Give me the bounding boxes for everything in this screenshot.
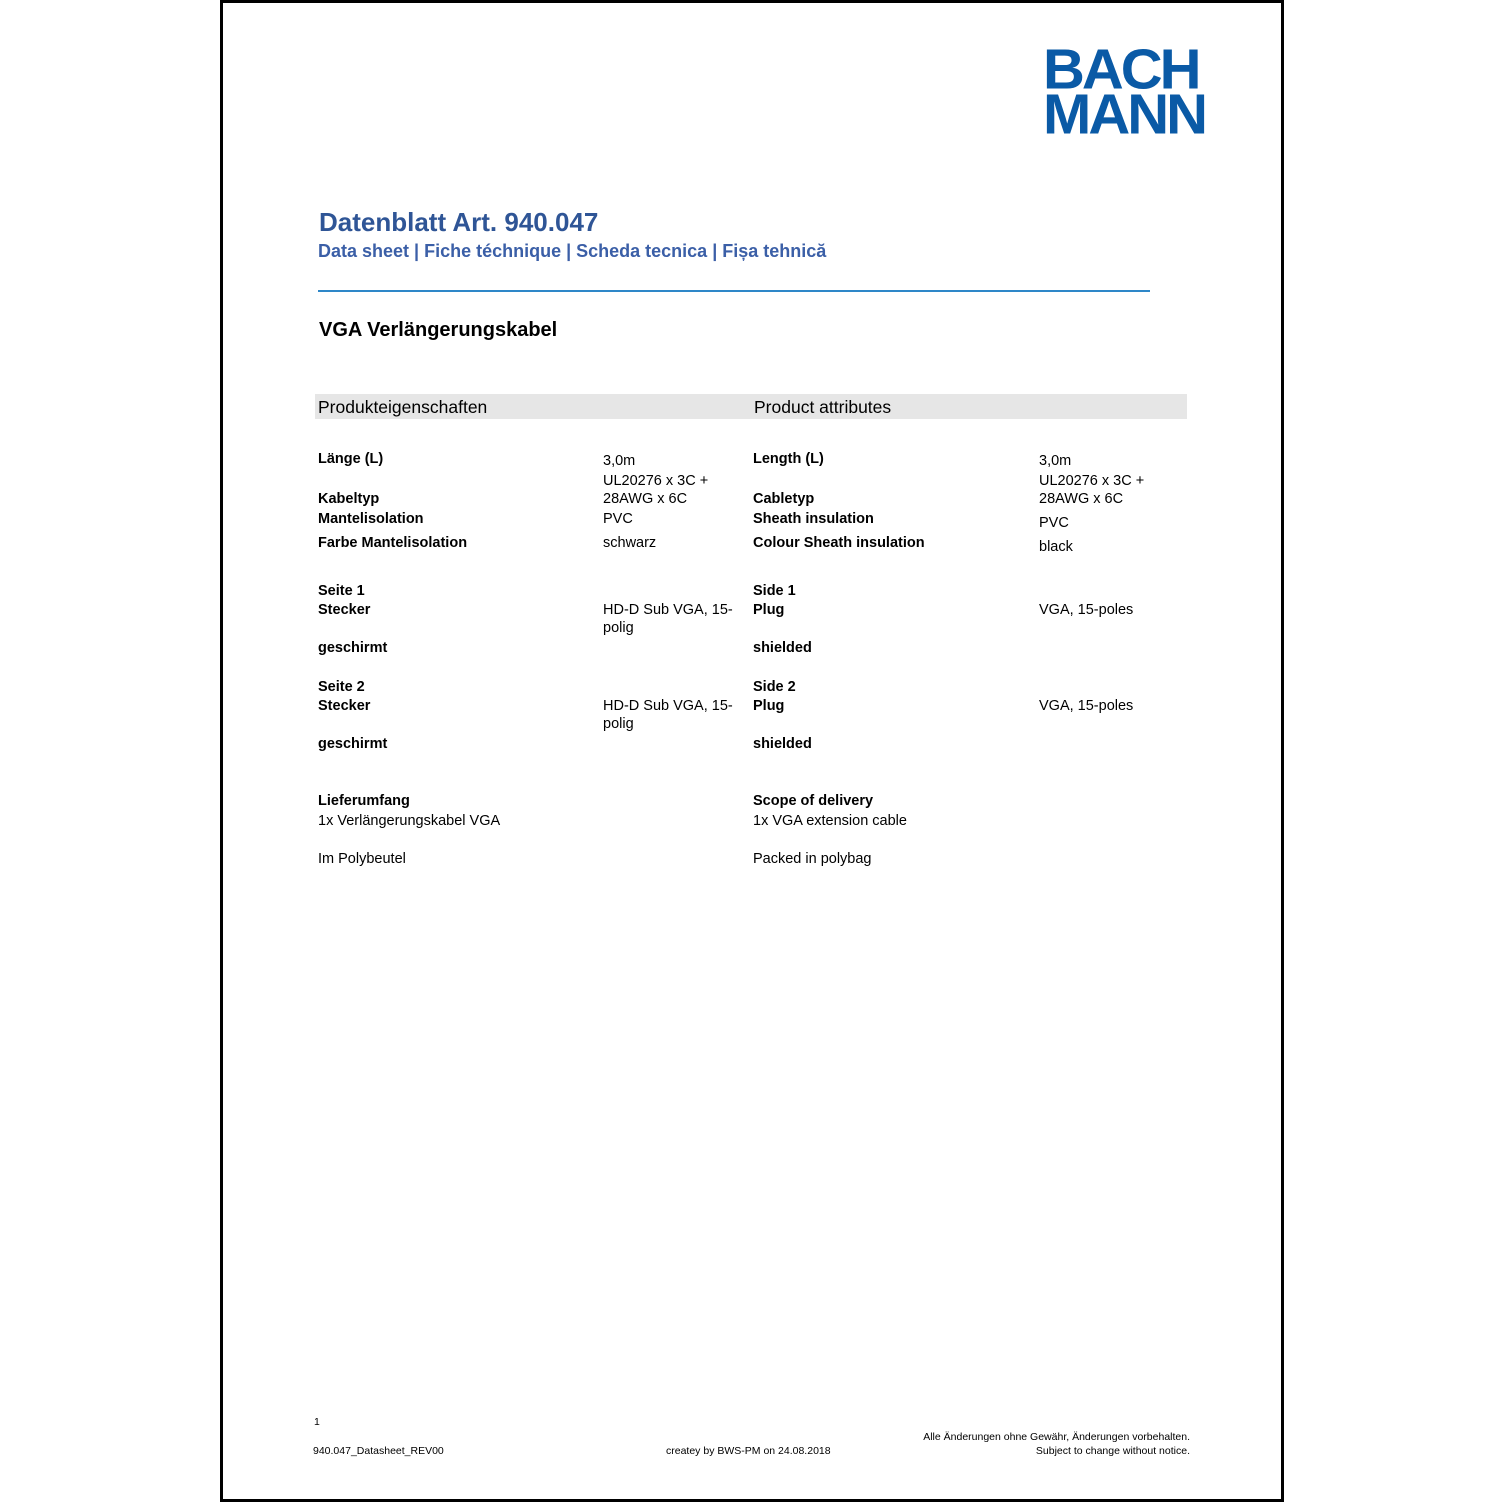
footer-disclaimer-en: Subject to change without notice.	[1035, 1445, 1190, 1457]
colour-value-en: black	[1039, 539, 1073, 555]
side1-plug-label-en: Plug	[753, 602, 785, 618]
colour-label-en: Colour Sheath insulation	[753, 535, 925, 551]
side2-plug-value-en: VGA, 15-poles	[1039, 698, 1134, 714]
logo-line-1: BACH	[1043, 37, 1199, 102]
side2-heading-en: Side 2	[753, 679, 796, 695]
footer-created: createy by BWS-PM on 24.08.2018	[666, 1445, 831, 1457]
length-label-de: Länge (L)	[318, 451, 384, 467]
section-header-de: Produkteigenschaften	[318, 397, 488, 417]
page-number: 1	[314, 1416, 320, 1428]
delivery-item-de: 1x Verlängerungskabel VGA	[318, 813, 501, 829]
sheath-label-de: Mantelisolation	[318, 511, 424, 527]
footer-disclaimer-de: Alle Änderungen ohne Gewähr, Änderungen vorbehalten.	[923, 1431, 1190, 1443]
side1-plug-value-de: HD-D Sub VGA, 15-polig	[603, 602, 733, 636]
length-label-en: Length (L)	[753, 451, 824, 467]
cable-type-label-en: Cabletyp	[753, 491, 815, 507]
header-divider	[318, 290, 1150, 292]
side1-heading-en: Side 1	[753, 583, 796, 599]
side1-plug-value-en: VGA, 15-poles	[1039, 602, 1134, 618]
datasheet-page	[220, 0, 1284, 1502]
cable-type-value-de: UL20276 x 3C + 28AWG x 6C	[603, 473, 709, 507]
document-title: Datenblatt Art. 940.047	[319, 207, 599, 237]
section-header-band	[315, 394, 1187, 419]
side1-heading-de: Seite 1	[318, 583, 365, 599]
side1-shield-en: shielded	[753, 640, 812, 656]
side2-plug-label-en: Plug	[753, 698, 785, 714]
sheath-value-en: PVC	[1039, 515, 1069, 531]
side2-shield-de: geschirmt	[318, 736, 388, 752]
cable-type-label-de: Kabeltyp	[318, 491, 380, 507]
delivery-heading-en: Scope of delivery	[753, 793, 874, 809]
length-value-en: 3,0m	[1039, 453, 1072, 469]
side2-shield-en: shielded	[753, 736, 812, 752]
bachmann-logo	[1043, 37, 1205, 147]
colour-label-de: Farbe Mantelisolation	[318, 535, 468, 551]
side2-plug-value-de: HD-D Sub VGA, 15-polig	[603, 698, 733, 732]
delivery-heading-de: Lieferumfang	[318, 793, 410, 809]
side1-shield-de: geschirmt	[318, 640, 388, 656]
sheath-value-de: PVC	[603, 511, 633, 527]
logo-line-2: MANN	[1043, 82, 1205, 147]
side2-plug-label-de: Stecker	[318, 698, 371, 714]
length-value-de: 3,0m	[603, 453, 636, 469]
sheath-label-en: Sheath insulation	[753, 511, 874, 527]
footer-doc-id: 940.047_Datasheet_REV00	[313, 1445, 444, 1457]
cable-type-value-en: UL20276 x 3C + 28AWG x 6C	[1039, 473, 1145, 507]
delivery-pack-de: Im Polybeutel	[318, 851, 406, 867]
colour-value-de: schwarz	[603, 535, 657, 551]
document-subtitle: Data sheet | Fiche téchnique | Scheda tecnica | Fișa tehnică	[318, 241, 827, 261]
side2-heading-de: Seite 2	[318, 679, 365, 695]
side1-plug-label-de: Stecker	[318, 602, 371, 618]
product-name: VGA Verlängerungskabel	[319, 319, 558, 341]
delivery-item-en: 1x VGA extension cable	[753, 813, 907, 829]
delivery-pack-en: Packed in polybag	[753, 851, 872, 867]
section-header-en: Product attributes	[754, 397, 892, 417]
